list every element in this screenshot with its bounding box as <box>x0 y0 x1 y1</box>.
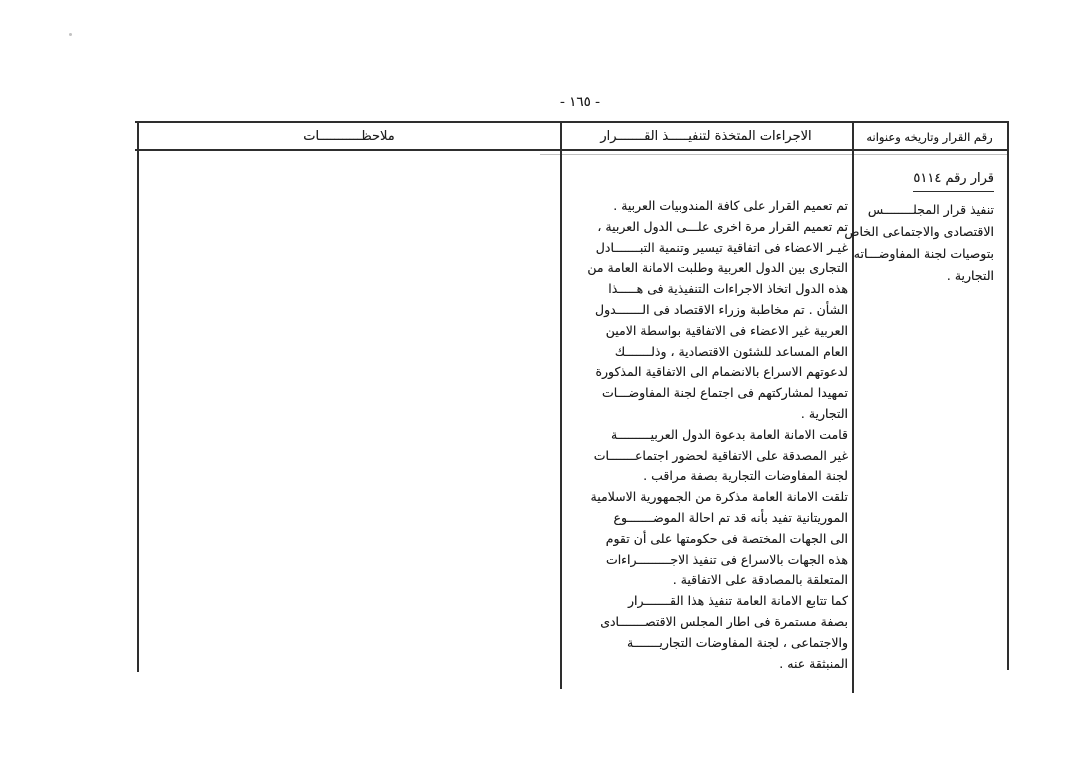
procedures-text-line: والاجتماعى ، لجنة المفاوضات التجاريـــــــة <box>627 634 848 650</box>
procedures-text-line: الموريتانية تفيد بأنه قد تم احالة الموضـــــــوع <box>613 509 848 525</box>
decision-summary-line: تنفيذ قرار المجلــــــــس <box>867 202 994 217</box>
procedures-text-line: هذه الدول اتخاذ الاجراءات التنفيذية فى هـــــذا <box>608 281 848 297</box>
table-top-border <box>135 121 1009 123</box>
decision-column <box>844 167 1003 287</box>
decision-title-row <box>853 167 994 192</box>
table-header-underline-ghost <box>540 154 1009 155</box>
procedures-text-line: قامت الامانة العامة بدعوة الدول العربيـــــــــة <box>610 426 848 442</box>
decision-summary <box>844 199 994 287</box>
decision-summary-line: بتوصيات لجنة المفاوضـــاته <box>853 246 994 261</box>
procedures-text-line: بصفة مستمرة فى اطار المجلس الاقتصـــــــادى <box>600 613 848 629</box>
procedures-text-line: تم تعميم القرار مرة اخرى علـــى الدول العربية ، <box>597 218 848 234</box>
procedures-text-line: العربية غير الاعضاء فى الاتفاقية بواسطة الامين <box>605 322 848 338</box>
procedures-text-line: غيـر الاعضاء فى اتفاقية تيسير وتنمية التبـــــــادل <box>595 239 848 255</box>
procedures-text-line: كما تتابع الامانة العامة تنفيذ هذا القـــــــرار <box>627 593 848 609</box>
procedures-column <box>562 196 851 674</box>
procedures-text-line: العام المساعد للشئون الاقتصادية ، وذلـــــــك <box>614 343 848 359</box>
scan-speck <box>69 33 72 36</box>
decision-number-title: قرار رقم ٥١١٤ <box>913 170 994 192</box>
procedures-text-line: الشأن . تم مخاطبة وزراء الاقتصاد فى الـــــــدول <box>594 301 848 317</box>
decision-summary-line: التجارية . <box>946 268 994 283</box>
procedures-text-line: لجنة المفاوضات التجارية بصفة مراقب . <box>643 468 848 484</box>
decision-summary-line: الاقتصادى والاجتماعى الخاص <box>844 224 994 239</box>
procedures-text-line: لدعوتهم الاسراع بالانضمام الى الاتفاقية المذكورة <box>595 364 848 380</box>
procedures-text-line: المنبثقة عنه . <box>779 655 848 671</box>
table-right-border <box>1007 121 1009 670</box>
procedures-text-line: غير المصدقة على الاتفاقية لحضور اجتماعـــــــات <box>593 447 848 463</box>
procedures-text-line: التجارى بين الدول العربية وطلبت الامانة العامة من <box>587 260 848 276</box>
procedures-text <box>562 196 848 674</box>
page-number: - ١٦٥ - <box>559 94 601 110</box>
notes-column-header: ملاحظـــــــــــات <box>303 129 395 144</box>
notes-column <box>139 160 559 670</box>
decision-column-header: رقم القرار وتاريخه وعنوانه <box>866 130 993 144</box>
table-header-underline <box>135 149 1009 151</box>
procedures-text-line: تمهيدا لمشاركتهم فى اجتماع لجنة المفاوضـــات <box>601 385 848 401</box>
procedures-text-line: هذه الجهات بالاسراع فى تنفيذ الاجـــــــــراءات <box>605 551 848 567</box>
procedures-text-line: المتعلقة بالمصادقة على الاتفاقية . <box>672 572 848 588</box>
procedures-text-line: تلقت الامانة العامة مذكرة من الجمهورية الاسلامية <box>590 489 848 505</box>
procedures-text-line: الى الجهات المختصة فى حكومتها على أن تقوم <box>605 530 848 546</box>
procedures-column-header: الاجراءات المتخذة لتنفيـــــذ القـــــــرار <box>600 129 812 144</box>
procedures-text-line: تم تعميم القرار على كافة المندوبيات العربية . <box>613 198 848 213</box>
procedures-text-line: التجارية . <box>800 405 848 421</box>
